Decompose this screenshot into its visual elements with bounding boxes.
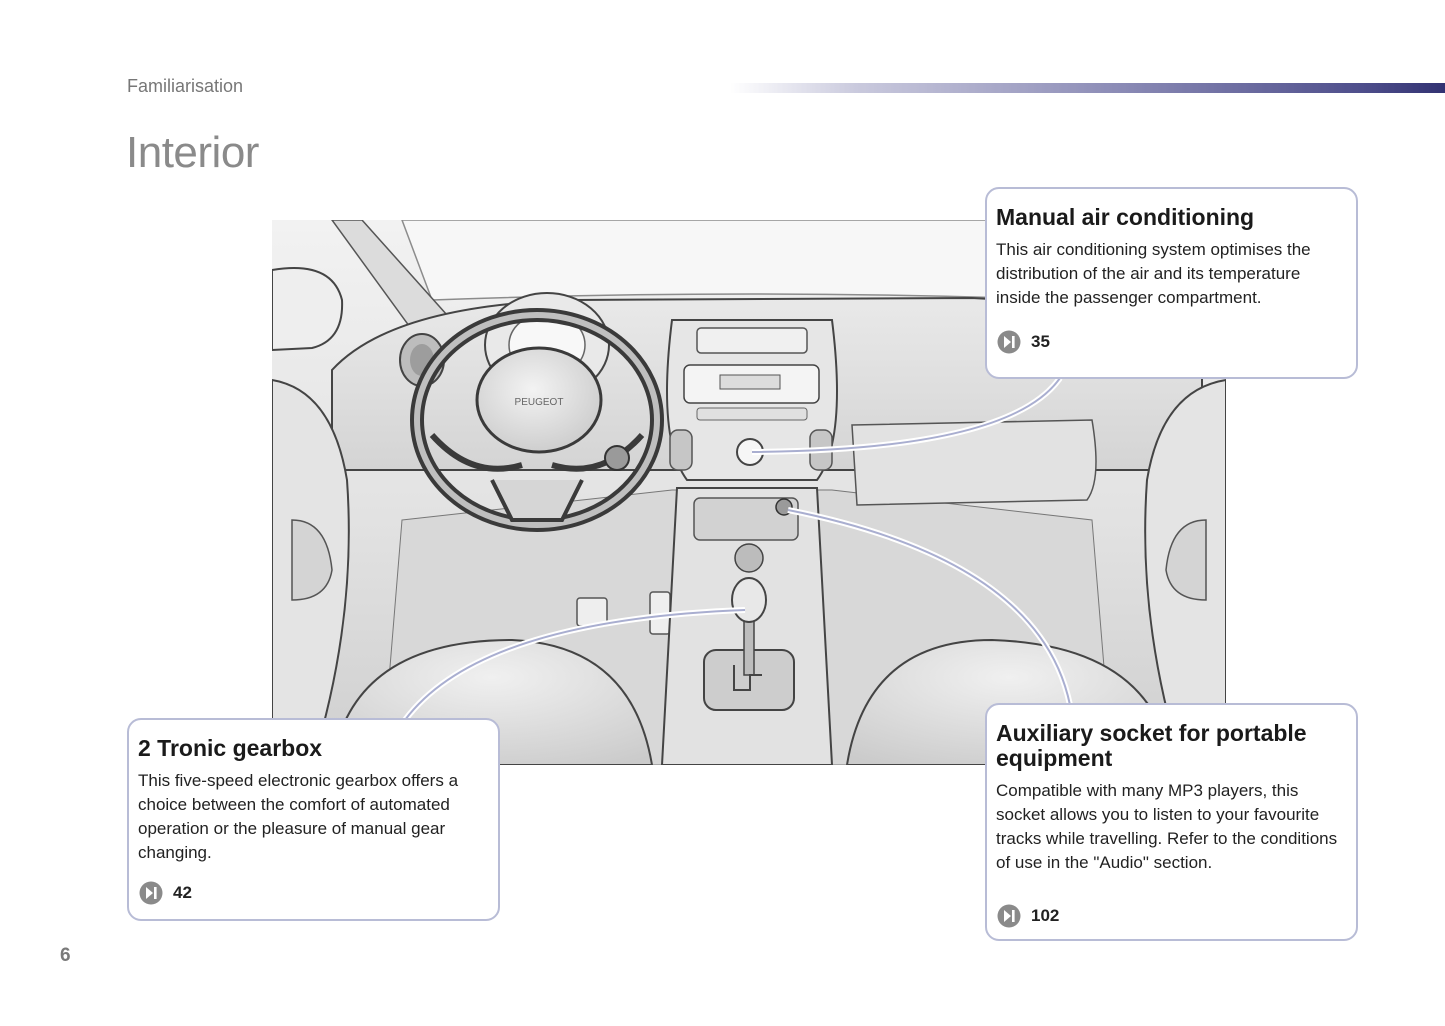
page-reference[interactable]	[997, 330, 1050, 354]
callout-title: Auxiliary socket for portable equipment	[996, 720, 1307, 771]
callout-title: 2 Tronic gearbox	[138, 735, 323, 761]
section-label: Familiarisation	[127, 76, 244, 96]
glove-box	[852, 420, 1096, 505]
callout-text: Compatible with many MP3 players, this socket allows you to listen to your favourite tracks while travelling. Refer to the conditions of use in the "Audio" section.	[996, 781, 1338, 872]
ac-control-knob	[737, 439, 763, 465]
aux-socket	[776, 499, 792, 515]
page-reference-number: 42	[173, 883, 192, 902]
callout-text: This five-speed electronic gearbox offers a choice between the comfort of automated operation or the pleasure of manual gear changing.	[138, 771, 459, 862]
page-reference[interactable]	[139, 881, 192, 905]
callout-text: This air conditioning system optimises the distribution of the air and its temperature inside the passenger compartment.	[996, 240, 1311, 307]
steering-wheel-logo: PEUGEOT	[514, 397, 564, 408]
callout-aux-socket	[985, 703, 1358, 941]
side-mirror	[272, 268, 342, 350]
callout-title: Manual air conditioning	[996, 204, 1255, 230]
page-reference-number: 102	[1031, 906, 1060, 925]
next-page-icon	[997, 904, 1021, 928]
page-title: Interior	[126, 128, 259, 177]
pedal-left	[577, 598, 607, 626]
page-reference-number: 35	[1031, 332, 1050, 351]
callout-gearbox	[127, 718, 500, 921]
page-number: 6	[60, 945, 71, 966]
page-reference[interactable]	[997, 904, 1059, 928]
next-page-icon	[139, 881, 163, 905]
gear-lever-knob	[732, 578, 766, 622]
callout-air-conditioning	[985, 187, 1358, 379]
pedal-right	[650, 592, 670, 634]
gear-lever-stem	[744, 615, 754, 675]
header-gradient-bar	[730, 83, 1445, 93]
next-page-icon	[997, 330, 1021, 354]
